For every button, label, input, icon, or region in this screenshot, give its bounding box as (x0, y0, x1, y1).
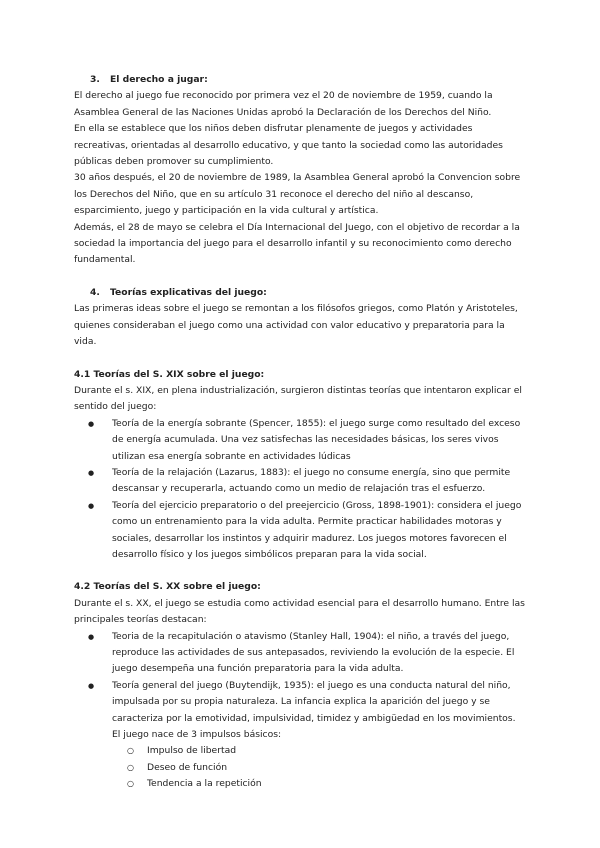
list-item-text: Teoría general del juego (Buytendijk, 1935): el juego es una conducta natural del niño, impulsada por su propia naturaleza. La infancia explica la aparición del juego y se caracteriza por la emotividad, impulsividad, timidez y ambigüedad en los movimientos. El juego nace de 3 impulsos básicos: (112, 679, 516, 741)
section-4-2-list (74, 629, 526, 793)
section-4-number: 4. (90, 286, 100, 298)
section-4-1-intro: Durante el s. XIX, en plena industrialización, surgieron distintas teorías que intentaron explicar el sentido del juego: (74, 384, 522, 413)
sublist-item: ○ Tendencia a la repetición (147, 776, 526, 792)
section-4-title: Teorías explicativas del juego: (110, 286, 267, 298)
section-3-number: 3. (90, 74, 100, 85)
section-4-1-list (74, 416, 526, 564)
section-3-title: El derecho a jugar: (110, 74, 208, 85)
section-3-paragraph-1: El derecho al juego fue reconocido por primera vez el 20 de noviembre de 1959, cuando la Asamblea General de las Naciones Unidas aprobó la Declaración de los Derechos del Niño. (74, 90, 493, 118)
sublist-item: ○ Deseo de función (147, 760, 526, 776)
impulse-sublist (112, 743, 526, 792)
section-4-1-heading: 4.1 Teorías del S. XIX sobre el juego: (74, 368, 265, 380)
section-3-heading (74, 72, 526, 88)
list-item: ● Teoría de la energía sobrante (Spencer, 1855): el juego surge como resultado del exceso de energía acumulada. Una vez satisfechas las necesidades básicas, los seres vivos utilizan esa energía sobrante en actividades lúdicas (112, 416, 526, 465)
list-item (112, 678, 526, 793)
section-3-paragraph-3: 30 años después, el 20 de noviembre de 1989, la Asamblea General aprobó la Convencion sobre los Derechos del Niño, que en su artículo 31 reconoce el derecho del niño al descanso, esparcimiento, juego y participación en la vida cultural y artística. (74, 172, 521, 217)
list-item: ● Teoría del ejercicio preparatorio o del preejercicio (Gross, 1898-1901): considera el juego como un entrenamiento para la vida adulta. Permite practicar habilidades motoras y sociales, desarrollar los instintos y adquirir madurez. Los juegos motores favorecen el desarrollo físico y los juegos simbólicos preparan para la vida social. (112, 498, 526, 564)
section-3-paragraph-2: En ella se establece que los niños deben disfrutar plenamente de juegos y actividades recreativas, orientadas al desarrollo educativo, y que tanto la sociedad como las autoridades públicas deben promover su cumplimiento. (74, 123, 503, 168)
list-item: ● Teoría de la relajación (Lazarus, 1883): el juego no consume energía, sino que permite descansar y recuperarla, actuando como un medio de relajación tras el esfuerzo. (112, 465, 526, 498)
section-4-paragraph: Las primeras ideas sobre el juego se remontan a los filósofos griegos, como Platón y Aristoteles, quienes consideraban el juego como una actividad con valor educativo y preparatoria para la vida. (74, 303, 518, 348)
section-4-2-intro: Durante el s. XX, el juego se estudia como actividad esencial para el desarrollo humano. Entre las principales teorías destacan: (74, 597, 525, 626)
sublist-item: ○ Impulso de libertad (147, 743, 526, 759)
section-4-heading (74, 285, 526, 301)
list-item: ● Teoria de la recapitulación o atavismo (Stanley Hall, 1904): el niño, a través del juego, reproduce las actividades de sus antepasados, reviviendo la evolución de la especie. El juego desempeña una función preparatoria para la vida adulta. (112, 629, 526, 678)
section-4-2-heading: 4.2 Teorías del S. XX sobre el juego: (74, 581, 261, 593)
section-3-paragraph-4: Además, el 28 de mayo se celebra el Día Internacional del Juego, con el objetivo de recordar a la sociedad la importancia del juego para el desarrollo infantil y su reconocimiento como derecho fundamental. (74, 221, 520, 266)
